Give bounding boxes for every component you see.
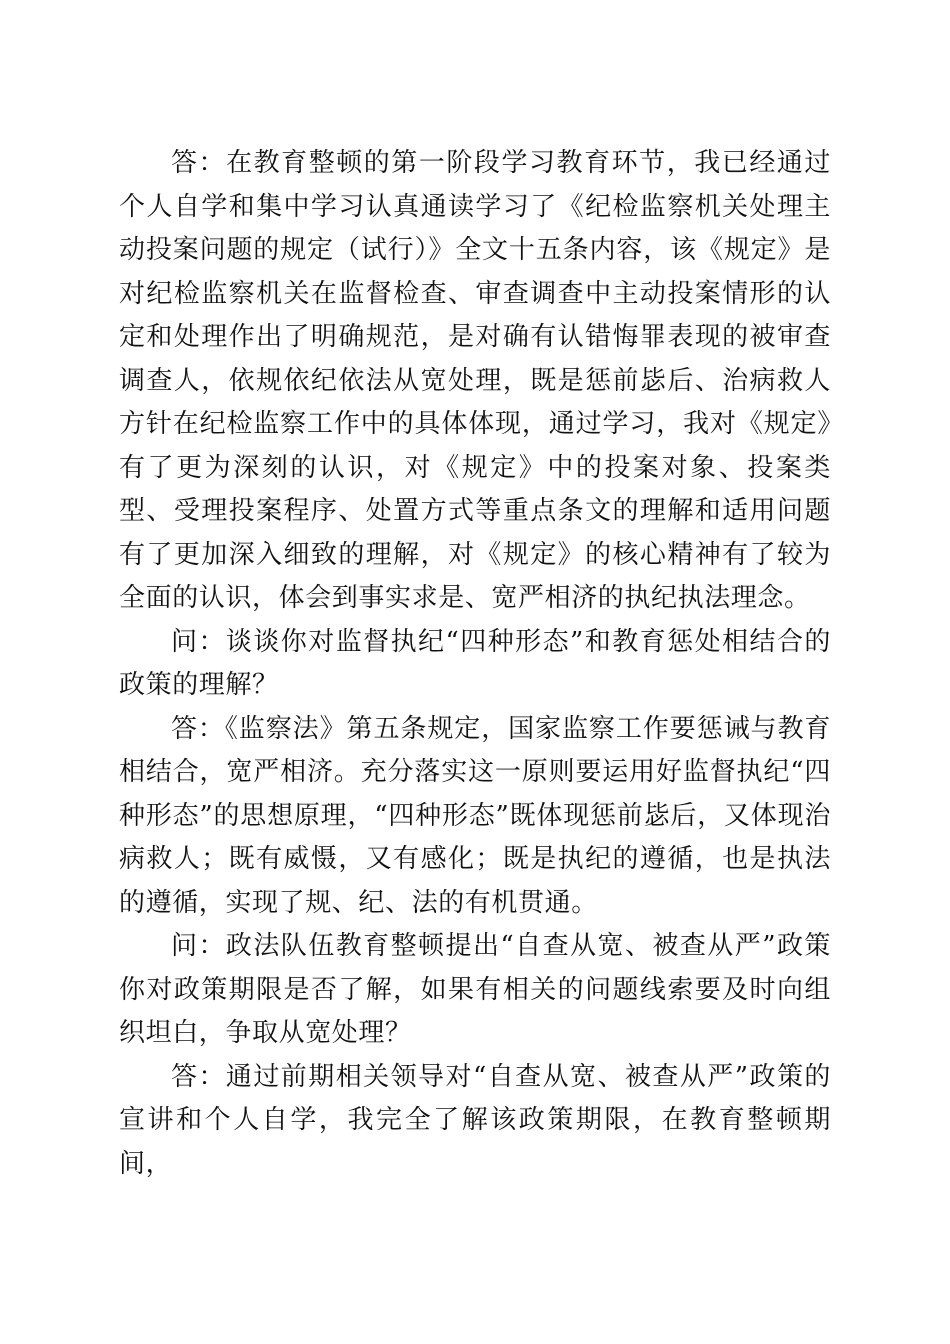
answer-paragraph-1: 答：在教育整顿的第一阶段学习教育环节，我已经通过个人自学和集中学习认真通读学习了《纪检监察机关处理主动投案问题的规定（试行）》全文十五条内容，该《规定》是对纪检监察机关在监督检查、审查调查中主动投案情形的认定和处理作出了明确规范，是对确有认错悔罪表现的被审查调查人，依规依纪依法从宽处理，既是惩前毖后、治病救人方针在纪检监察工作中的具体体现，通过学习，我对《规定》有了更为深刻的认识，对《规定》中的投案对象、投案类型、受理投案程序、处置方式等重点条文的理解和适用问题有了更加深入细致的理解，对《规定》的核心精神有了较为全面的认识，体会到事实求是、宽严相济的执纪执法理念。 [119, 148, 831, 613]
question-paragraph-1: 问：谈谈你对监督执纪“四种形态”和教育惩处相结合的政策的理解？ [119, 626, 831, 700]
answer-paragraph-3: 答：通过前期相关领导对“自查从宽、被查从严”政策的宣讲和个人自学，我完全了解该政策期限，在教育整顿期间， [119, 1061, 831, 1179]
document-body [119, 142, 831, 1186]
answer-paragraph-2: 答：《监察法》第五条规定，国家监察工作要惩诫与教育相结合，宽严相济。充分落实这一原则要运用好监督执纪“四种形态”的思想原理，“四种形态”既体现惩前毖后，又体现治病救人；既有威慑，又有感化；既是执纪的遵循，也是执法的遵循，实现了规、纪、法的有机贯通。 [119, 713, 831, 918]
question-paragraph-2: 问：政法队伍教育整顿提出“自查从宽、被查从严”政策你对政策期限是否了解，如果有相关的问题线索要及时向组织坦白，争取从宽处理？ [119, 931, 831, 1048]
